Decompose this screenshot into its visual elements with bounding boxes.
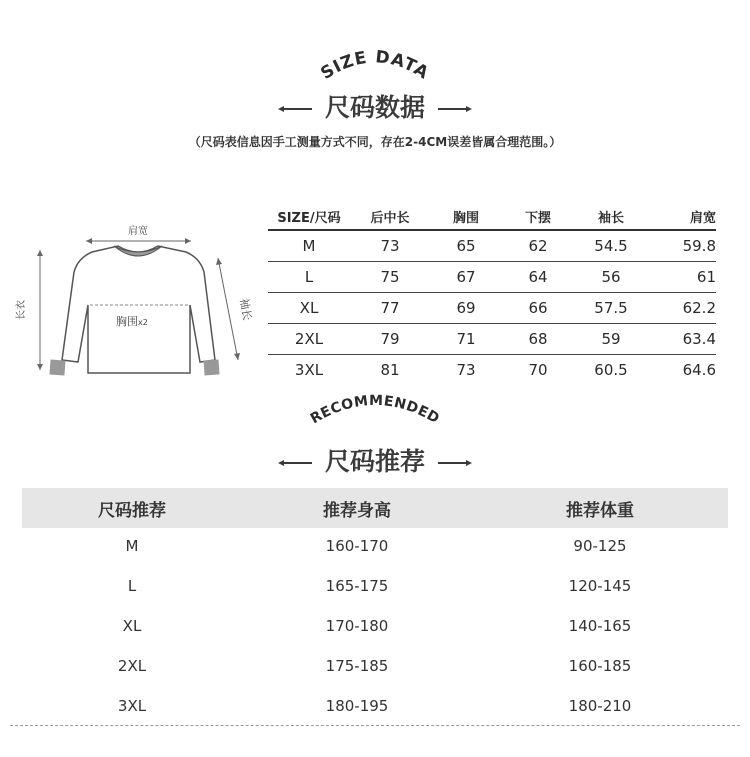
cell-back-length: 81 [380,361,400,379]
cell-hem: 68 [528,330,548,348]
cell-size: 2XL [294,330,324,348]
table-row [22,537,728,555]
size-data-title [0,88,750,124]
cell-size: L [127,577,137,595]
header-chest: 胸围 [452,210,479,226]
shirt-outline [62,246,215,373]
cell-shoulder: 61 [696,268,716,286]
title-dash-right [438,462,468,464]
table-row [22,577,728,595]
header-back-length: 后中长 [370,210,410,226]
size-data-table [268,203,716,385]
header-hem: 下摆 [524,210,551,226]
sleeve-label: 袖长 [237,297,254,322]
cell-size: L [304,268,314,286]
cell-sleeve: 57.5 [594,299,628,317]
length-arrow-top [37,250,43,256]
cell-size: 3XL [294,361,324,379]
cell-chest: 65 [456,237,476,255]
cell-height: 170-180 [325,617,389,635]
cell-shoulder: 63.4 [682,330,716,348]
cell-sleeve: 59 [601,330,621,348]
cell-size: M [302,237,316,255]
cell-shoulder: 64.6 [682,361,716,379]
header-sleeve: 袖长 [597,210,624,226]
size-data-title-text: 尺码数据 [324,93,425,122]
table-row [268,262,716,293]
header-size: SIZE/尺码 [277,210,341,226]
shirt-measure-diagram [10,210,260,400]
left-cuff [49,360,65,376]
cell-height: 160-170 [325,537,389,555]
cell-height: 175-185 [325,657,389,675]
cell-size: XL [299,299,319,317]
recommend-table-header [22,488,728,528]
shoulder-label: 肩宽 [128,226,148,237]
cell-weight: 180-210 [568,697,632,715]
table-row [268,324,716,355]
title-dash-right [438,108,468,110]
cell-shoulder: 62.2 [682,299,716,317]
right-cuff [204,359,220,375]
size-data-arc-title [0,0,750,100]
cell-chest: 73 [456,361,476,379]
table-row [268,231,716,262]
cell-shoulder: 59.8 [682,237,716,255]
cell-chest: 67 [456,268,476,286]
length-label: 长衣 [16,300,27,320]
cell-sleeve: 60.5 [594,361,628,379]
cell-hem: 62 [528,237,548,255]
cell-back-length: 75 [380,268,400,286]
cell-size: 2XL [117,657,147,675]
title-dash-left [282,108,312,110]
cell-size: M [125,537,139,555]
recommended-arc-title [0,380,750,440]
cell-chest: 69 [456,299,476,317]
table-row [22,657,728,675]
sleeve-measure-line [218,258,238,360]
measurement-note: （尺码表信息因手工测量方式不同，存在2-4CM误差皆属合理范围。） [188,135,562,149]
recommend-title [0,442,750,478]
cell-hem: 66 [528,299,548,317]
sleeve-arrow-top [216,258,222,265]
cell-hem: 70 [528,361,548,379]
cell-sleeve: 54.5 [594,237,628,255]
table-row [22,697,728,715]
recommend-title-text: 尺码推荐 [324,447,425,476]
cell-sleeve: 56 [601,268,621,286]
cell-height: 180-195 [325,697,389,715]
cell-back-length: 77 [380,299,400,317]
svg-text:SIZE DATA: SIZE DATA [317,47,433,84]
header-recommend-height: 推荐身高 [323,500,391,521]
chest-label: 胸围x2 [116,315,148,328]
header-recommend-size: 尺码推荐 [98,500,166,521]
cell-hem: 64 [528,268,548,286]
cell-back-length: 79 [380,330,400,348]
cell-weight: 90-125 [573,537,627,555]
shoulder-arrow-right [185,238,191,244]
bottom-divider [10,725,740,726]
header-recommend-weight: 推荐体重 [566,500,634,521]
header-shoulder: 肩宽 [689,210,716,226]
cell-weight: 140-165 [568,617,632,635]
cell-size: 3XL [117,697,147,715]
table-row [22,617,728,635]
cell-weight: 160-185 [568,657,632,675]
cell-height: 165-175 [325,577,389,595]
size-table-header [268,203,716,231]
cell-weight: 120-145 [568,577,632,595]
table-row [268,293,716,324]
length-arrow-bottom [37,364,43,370]
shoulder-arrow-left [86,238,92,244]
cell-back-length: 73 [380,237,400,255]
cell-chest: 71 [456,330,476,348]
sleeve-arrow-bottom [234,353,240,360]
svg-text:RECOMMENDED: RECOMMENDED [307,392,443,428]
cell-size: XL [122,617,142,635]
title-dash-left [282,462,312,464]
